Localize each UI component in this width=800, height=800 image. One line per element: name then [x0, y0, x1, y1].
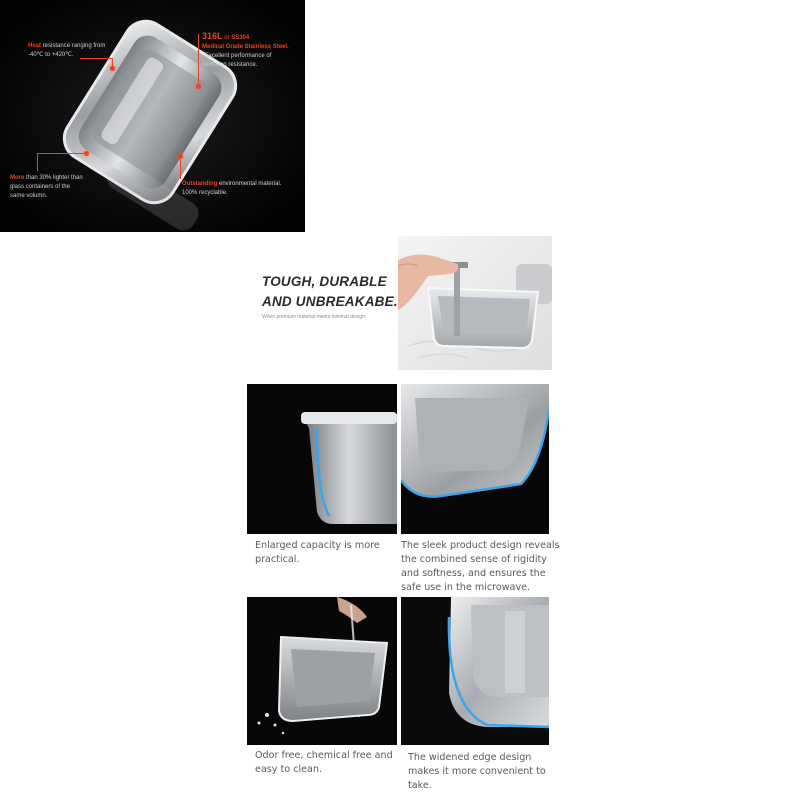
heat-resistance-callout: Heat resistance ranging from -40℃ to +420℃. [28, 43, 106, 58]
hero-panel [0, 0, 305, 232]
weight-callout-line-vertical [37, 153, 38, 171]
enlarged-capacity-photo [247, 384, 397, 534]
tough-panel [247, 236, 552, 370]
sleek-design-photo [401, 384, 549, 534]
tough-subtitle: When premium material meets minimal design. [262, 314, 367, 320]
eco-callout: Outstanding environmental material. 100% recyclable. [182, 181, 282, 196]
weight-callout-dot [84, 151, 89, 156]
material-callout-dot [196, 84, 201, 89]
widened-edge-photo [401, 597, 549, 745]
eco-callout-dot [178, 154, 183, 159]
sleek-caption: The sleek product design reveals the combined sense of rigidity and softness, and ensures the safe use in the microwave. [401, 540, 560, 593]
easy-clean-water-photo [247, 597, 397, 745]
heat-callout-dot [110, 66, 115, 71]
weight-callout-line [37, 153, 85, 154]
tough-title: TOUGH, DURABLE AND UNBREAKABE. [262, 274, 398, 309]
edge-caption: The widened edge design makes it more convenient to take. [408, 752, 546, 791]
eco-callout-line [180, 157, 181, 179]
material-callout-line [198, 34, 199, 86]
heat-callout-line [80, 58, 112, 59]
capacity-caption: Enlarged capacity is more practical. [255, 540, 380, 565]
caliper-measuring-photo [398, 236, 552, 370]
odor-caption: Odor free, chemical free and easy to clean. [255, 750, 393, 775]
material-callout: 316L or SS304 Medical Grade Stainless Steel. Excellent performance of corrosion resistance. [202, 31, 289, 68]
weight-callout: More than 30% lighter than glass containers of the same volumn. [10, 175, 83, 199]
